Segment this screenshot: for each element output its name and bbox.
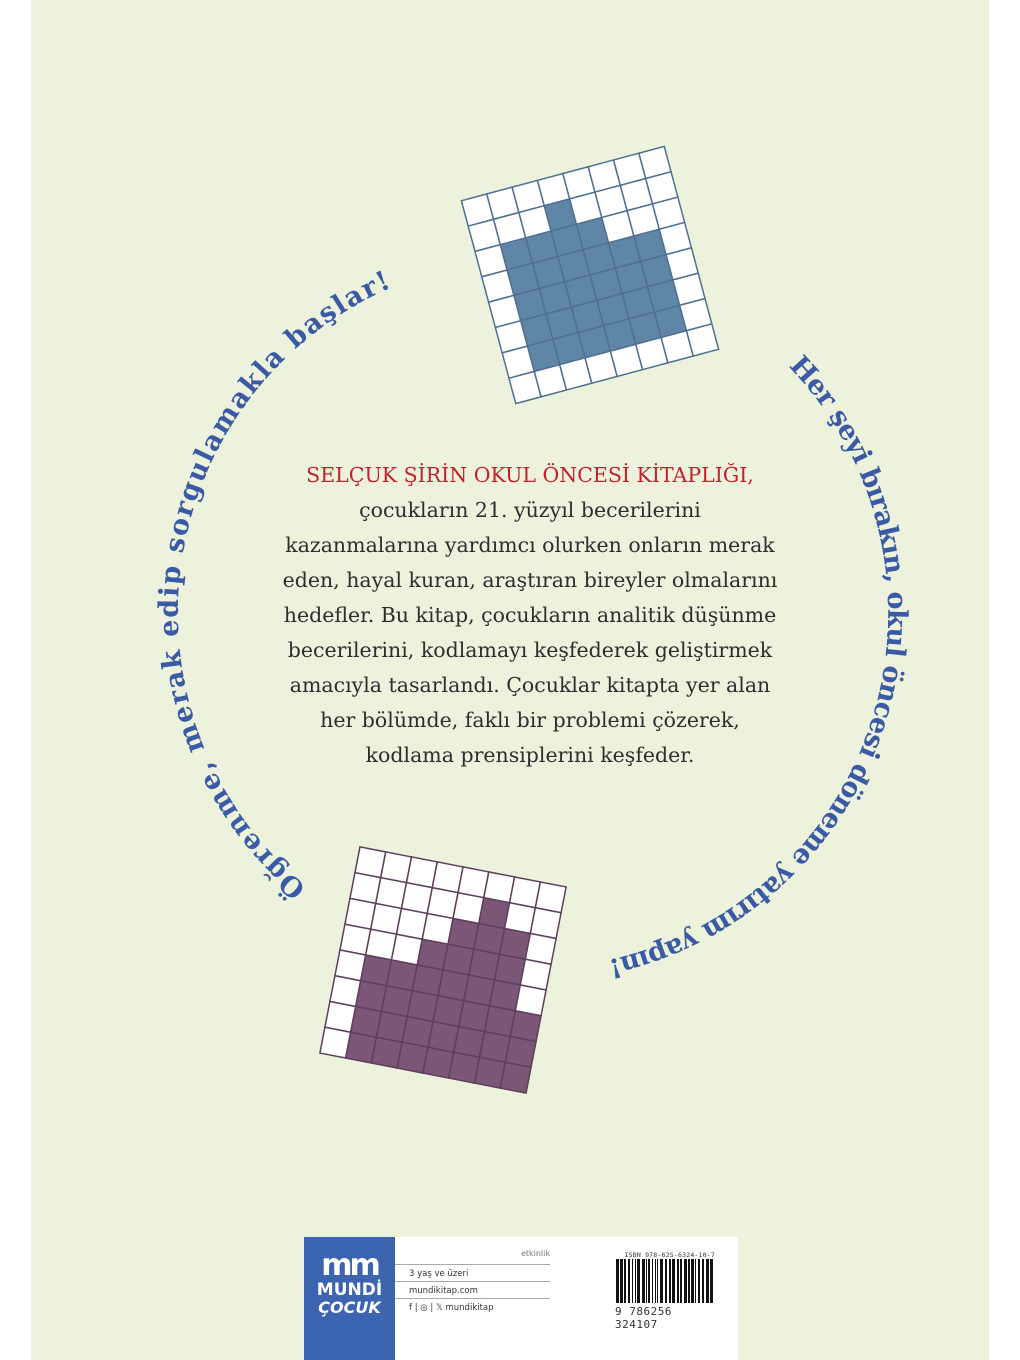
barcode-bar [646,1259,647,1303]
barcode-bar [677,1259,679,1303]
pixel-grid-bottom [320,847,566,1093]
blurb-line: çocukların 21. yüzyıl becerilerini [359,498,701,522]
barcode-bar [624,1259,626,1303]
barcode-bar [660,1259,663,1303]
barcode-bar [688,1259,690,1303]
barcode-bar [652,1259,653,1303]
blurb-line: her bölümde, faklı bir problemi çözerek, [320,708,740,732]
barcode-bar [628,1259,630,1303]
pixel-grid-top [461,146,718,403]
barcode-bar [637,1259,640,1303]
publisher-info [395,1237,738,1360]
barcode-bar [616,1259,619,1303]
barcode-bar [695,1259,696,1303]
barcode-bar [657,1259,658,1303]
blurb [240,458,820,773]
barcode-bar [680,1259,682,1303]
barcode-bar [691,1259,694,1303]
barcode-bar [635,1259,636,1303]
barcode-number: 9 786256 324107 [615,1305,672,1331]
arc-text-left: Öğrenme, merak edip sorgulamakla başlar! [153,265,395,905]
logo-mark: mm [321,1248,378,1283]
barcode-bar [665,1259,667,1303]
blurb-line: hedefler. Bu kitap, çocukların analitik düşünme [283,603,777,627]
arc-text-right: Her şeyi bırakın, okul öncesi döneme yatırım yapın! [606,350,913,984]
grid-cell [686,324,718,356]
blurb-line: becerilerini, kodlamayı keşfederek geliştirmek [287,638,773,662]
barcode-bar [642,1259,645,1303]
publisher-logo [304,1237,395,1360]
barcode-bar [620,1259,623,1303]
blurb-line: kazanmalarına yardımcı olurken onların merak [285,533,775,557]
barcode-bar [698,1259,700,1303]
logo-word-mundi: MUNDİ [316,1280,383,1300]
barcode-bar [648,1259,650,1303]
blurb-line: amacıyla tasarlandı. Çocuklar kitapta yer alan [289,673,771,697]
barcode-bars [615,1259,715,1303]
blurb-line: kodlama prensiplerini keşfeder. [365,743,695,767]
barcode-bar [702,1259,704,1303]
barcode [615,1251,715,1331]
isbn-text: ISBN 978-625-6324-10-7 [624,1251,715,1259]
grid-cell [500,1062,531,1093]
website-label: mundikitap.com [395,1281,550,1296]
barcode-bar [710,1259,713,1303]
barcode-bar [669,1259,671,1303]
barcode-bar [632,1259,633,1303]
blurb-line: eden, hayal kuran, araştıran bireyler olmalarını [282,568,778,592]
barcode-bar [672,1259,675,1303]
category-label: etkinlik [520,1249,550,1258]
barcode-bar [655,1259,656,1303]
logo-word-cocuk: ÇOCUK [318,1298,381,1317]
age-label: 3 yaş ve üzeri [395,1264,550,1279]
blurb-heading: SELÇUK ŞİRİN OKUL ÖNCESİ KİTAPLIĞI, [306,463,754,487]
barcode-bar [684,1259,687,1303]
social-label: f | ◎ | 𝕏 mundikitap [395,1298,550,1313]
barcode-bar [706,1259,709,1303]
